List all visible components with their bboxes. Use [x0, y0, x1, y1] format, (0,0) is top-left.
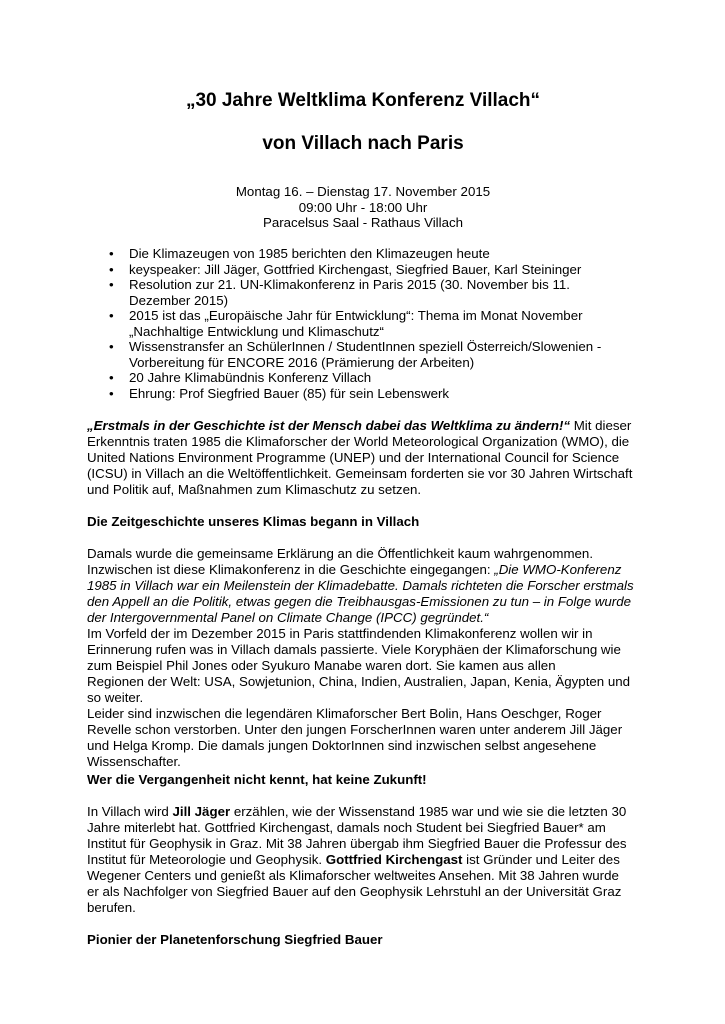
paragraph-vergangenheit: In Villach wird Jill Jäger erzählen, wie der Wissenstand 1985 war und wie sie die letzten 30 Jahre miterlebt hat. Gottfried Kirchengast, damals noch Student bei Siegfried Bauer* am Institut für Geophysik in Graz. Mit 38 Jahren übergab ihm Siegfried Bauer die Professur des Institut für Meteorologie und Geophysik. Gottfried Kirchengast ist Gründer und Leiter des Wegener Centers und genießt als Klimaforscher weltweites Ansehen. Mit 38 Jahren wurde er als Nachfolger von Siegfried Bauer auf den Geophysik Lehrstuhl an der Universität Graz berufen. — [87, 804, 627, 915]
event-date: Montag 16. – Dienstag 17. November 2015 — [235, 184, 491, 199]
intro-paragraph: „Erstmals in der Geschichte ist der Mensch dabei das Weltklima zu ändern!“ Mit dieser Erkenntnis traten 1985 die Klimaforscher der World Meteorological Organization (WMO), die United Nations Environment Programme (UNEP) und der International Council for Science (ICSU) in Villach an die Weltöffentlichkeit. Gemeinsam forderten sie vor 30 Jahren Wirtschaft und Politik auf, Maßnahmen zum Klimaschutz zu setzen. — [87, 418, 633, 497]
intro-quote: „Erstmals in der Geschichte ist der Mensch dabei das Weltklima zu ändern!“ — [87, 418, 571, 433]
document-subtitle: von Villach nach Paris — [262, 133, 464, 154]
section-heading-pionier: Pionier der Planetenforschung Siegfried Bauer — [87, 932, 383, 947]
document-title: „30 Jahre Weltklima Konferenz Villach“ — [185, 90, 541, 111]
list-item: • Die Klimazeugen von 1985 berichten den Klimazeugen heute — [109, 246, 490, 261]
list-item: • Ehrung: Prof Siegfried Bauer (85) für sein Lebenswerk — [109, 385, 450, 401]
event-time: 09:00 Uhr - 18:00 Uhr — [298, 200, 428, 215]
paragraph-zeitgeschichte: Damals wurde die gemeinsame Erklärung an die Öffentlichkeit kaum wahrgenommen. Inzwischen ist diese Klimakonferenz in die Geschichte eingegangen: „Die WMO-Konferenz 1985 in Villach war ein Meilenstein der Klimadebatte. Damals richteten die Forscher erstmals den Appell an die Politik, etwas gegen die Treibhausgas-Emissionen zu tun – in Folge wurde der Intergovernmental Panel on Climate Change (IPCC) gegründet.“ Im Vorfeld der im Dezember 2015 in Paris stattfindenden Klimakonferenz wollen wir in Erinnerung rufen was in Villach damals passierte. Viele Koryphäen der Klimaforschung wie zum Beispiel Phil Jones oder Syukuro Manabe waren dort. Sie kamen aus allen Regionen der Welt: USA, Sowjetunion, China, Indien, Australien, Japan, Kenia, Ägypten und so weiter. Leider sind inzwischen die legendären Klimaforscher Bert Bolin, Hans Oeschger, Roger Revelle schon verstorben. Unter den jungen ForscherInnen waren unter anderem Jill Jäger und Helga Kromp. Die damals jungen DoktorInnen sind inzwischen selbst angesehene Wissenschafter. — [87, 546, 634, 769]
list-item: • 2015 ist das „Europäische Jahr für Entwicklung“: Thema im Monat November „Nachhaltige Entwicklung und Klimaschutz“ — [109, 308, 583, 339]
list-item: • Wissenstransfer an SchülerInnen / StudentInnen speziell Österreich/Slowenien - Vorbereitung für ENCORE 2016 (Prämierung der Arbeiten) — [109, 339, 602, 370]
event-location: Paracelsus Saal - Rathaus Villach — [262, 215, 464, 230]
section-heading-zeitgeschichte: Die Zeitgeschichte unseres Klimas begann in Villach — [87, 514, 420, 529]
list-item: • keyspeaker: Jill Jäger, Gottfried Kirchengast, Siegfried Bauer, Karl Steininger — [109, 261, 582, 277]
list-item: • 20 Jahre Klimabündnis Konferenz Villach — [109, 370, 372, 385]
section-heading-vergangenheit: Wer die Vergangenheit nicht kennt, hat keine Zukunft! — [87, 772, 427, 787]
list-item: • Resolution zur 21. UN-Klimakonferenz in Paris 2015 (30. November bis 11. Dezember 2015) — [109, 277, 570, 308]
program-bullet-list — [87, 246, 639, 401]
